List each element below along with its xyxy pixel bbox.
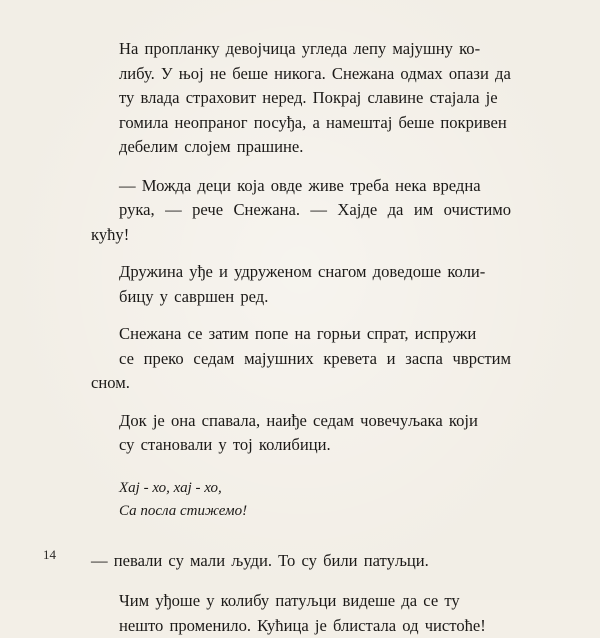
paragraph-2 [91, 174, 511, 248]
text-line: — Можда деци која овде живе треба нека вредна [91, 174, 511, 199]
text-line: Дружина уђе и удруженом снагом доведоше коли- [91, 260, 511, 285]
paragraph-1 [91, 37, 511, 160]
text-line: либу. У њој не беше никога. Снежана одмах опази да [91, 62, 511, 87]
paragraph-6 [91, 549, 511, 574]
text-line: дебелим слојем прашине. [91, 135, 511, 160]
paragraph-7 [91, 589, 511, 638]
text-line: бицу у савршен ред. [91, 285, 511, 310]
text-line: — певали су мали људи. То су били патуљци. [91, 549, 511, 574]
body-text [91, 37, 511, 638]
text-line: су становали у тој колибици. [91, 433, 511, 458]
song-verse [119, 477, 511, 523]
text-line: На пропланку девојчица угледа лепу мајушну ко- [91, 37, 511, 62]
text-line: гомила неопраног посуђа, а намештај беше покривен [91, 111, 511, 136]
page-number: 14 [43, 547, 56, 563]
text-line: ту влада страховит неред. Покрај славине стајала је [91, 86, 511, 111]
text-line: нешто променило. Кућица је блистала од чистоће! [91, 614, 511, 638]
verse-line: Са посла стижемо! [119, 500, 511, 523]
text-line: Снежана се затим попе на горњи спрат, испружи [91, 322, 511, 347]
paragraph-3 [91, 260, 511, 309]
text-line: Док је она спавала, наиђе седам човечуљака који [91, 409, 511, 434]
paragraph-4 [91, 322, 511, 396]
text-line: Чим уђоше у колибу патуљци видеше да се ту [91, 589, 511, 614]
text-line: рука, — рече Снежана. — Хајде да им очистимо кућу! [91, 198, 511, 247]
verse-line: Хај - хо, хај - хо, [119, 477, 511, 500]
paragraph-5 [91, 409, 511, 458]
text-line: се преко седам мајушних кревета и заспа чврстим сном. [91, 347, 511, 396]
